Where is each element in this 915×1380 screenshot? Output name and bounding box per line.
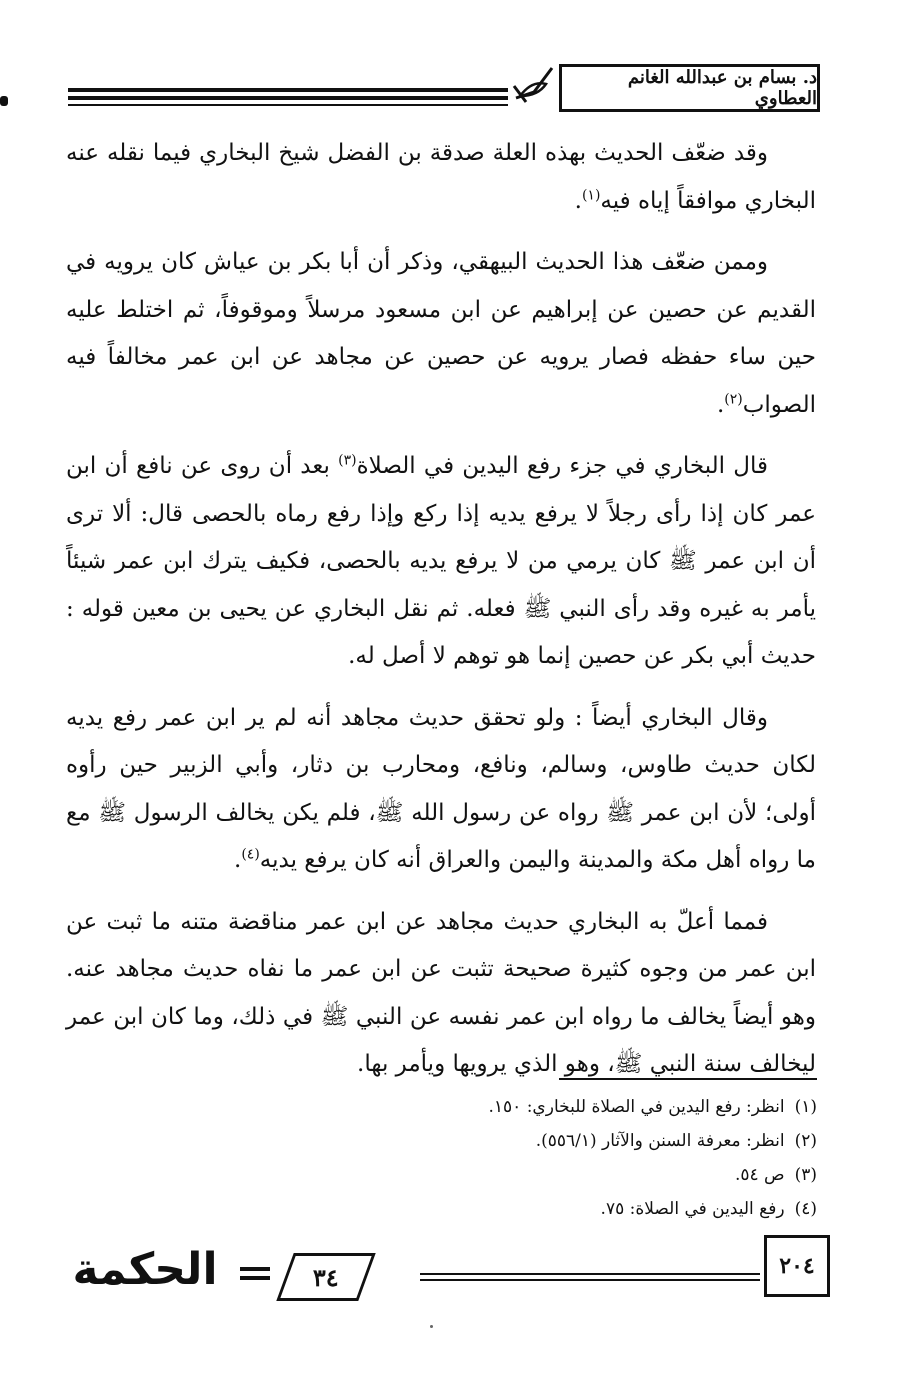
footnote: (٣) ص ٥٤. — [734, 1165, 817, 1185]
header-rule — [68, 96, 508, 100]
page-footer — [60, 1235, 830, 1305]
footer-rule — [420, 1273, 760, 1275]
footnote: (٢) انظر: معرفة السنن والآثار (٥٥٦/١). — [535, 1131, 817, 1151]
footnotes — [257, 1090, 817, 1226]
speck — [430, 1325, 433, 1328]
paragraph: فمما أعلّ به البخاري حديث مجاهد عن ابن عمر مناقضة متنه ما ثبت عن ابن عمر من وجوه كثيرة صحيحة تثبت عن ابن عمر ما نفاه حديث مجاهد عنه. وهو أيضاً يخالف ما رواه ابن عمر نفسه عن النبي ﷺ في ذلك، وما كان ابن عمر ليخالف سنة النبي ﷺ، وهو الذي يرويها ويأمر بها. — [66, 908, 816, 1077]
paragraph: وقد ضعّف الحديث بهذه العلة صدقة بن الفضل شيخ البخاري فيما نقله عنه البخاري موافقاً إياه فيه$^{(١)}$. — [66, 140, 816, 214]
author-name: د. بسام بن عبدالله الغانم العطاوي — [559, 64, 820, 112]
issue-number-box — [276, 1253, 375, 1301]
running-header — [60, 58, 820, 118]
header-rule — [68, 88, 508, 92]
footnote: (٤) رفع اليدين في الصلاة: ٧٥. — [600, 1199, 817, 1219]
paragraph: وقال البخاري أيضاً : ولو تحقق حديث مجاهد أنه لم ير ابن عمر رفع يديه لكان حديث طاوس، وسالم، ونافع، ومحارب بن دثار، وأبي الزبير حين رأوه أولى؛ لأن ابن عمر ﷺ رواه عن رسول الله ﷺ، فلم يكن يخالف الرسول ﷺ مع ما رواه أهل مكة والمدينة واليمن والعراق أنه كان يرفع يديه$^{(٤)}$. — [66, 704, 816, 873]
paragraph: قال البخاري في جزء رفع اليدين في الصلاة$^{(٣)}$ بعد أن روى عن نافع أن ابن عمر كان إذا رأى رجلاً لا يرفع يديه إذا ركع وإذا رفع رماه بالحصى قال: ألا ترى أن ابن عمر ﷺ كان يرمي من لا يرفع يديه بالحصى، فكيف يترك ابن عمر شيئاً يأمر به غيره وقد رأى النبي ﷺ فعله. ثم نقل البخاري عن يحيى بن معين قوله : حديث أبي بكر عن حصين إنما هو توهم لا أصل له. — [66, 452, 816, 669]
magazine-logo: الحكمة — [72, 1243, 218, 1295]
footnote-separator — [559, 1078, 817, 1080]
page-number: ٢٠٤ — [764, 1235, 830, 1297]
footnote: (١) انظر: رفع اليدين في الصلاة للبخاري: ١٥٠. — [488, 1097, 817, 1117]
paragraph: وممن ضعّف هذا الحديث البيهقي، وذكر أن أبا بكر بن عياش كان يرويه في القديم عن حصين عن إبراهيم عن ابن مسعود مرسلاً وموقوفاً، ثم اختلط عليه حين ساء حفظه فصار يرويه عن حصين عن مجاهد عن ابن عمر مخالفاً فيه الصواب$^{(٢)}$. — [66, 249, 816, 418]
pen-icon — [512, 62, 558, 106]
main-text — [66, 130, 816, 1103]
issue-number: ٣٤ — [313, 1262, 339, 1292]
margin-mark — [0, 96, 8, 106]
header-rule — [68, 104, 508, 106]
footer-rule — [420, 1279, 760, 1281]
separator-bars — [240, 1267, 270, 1285]
